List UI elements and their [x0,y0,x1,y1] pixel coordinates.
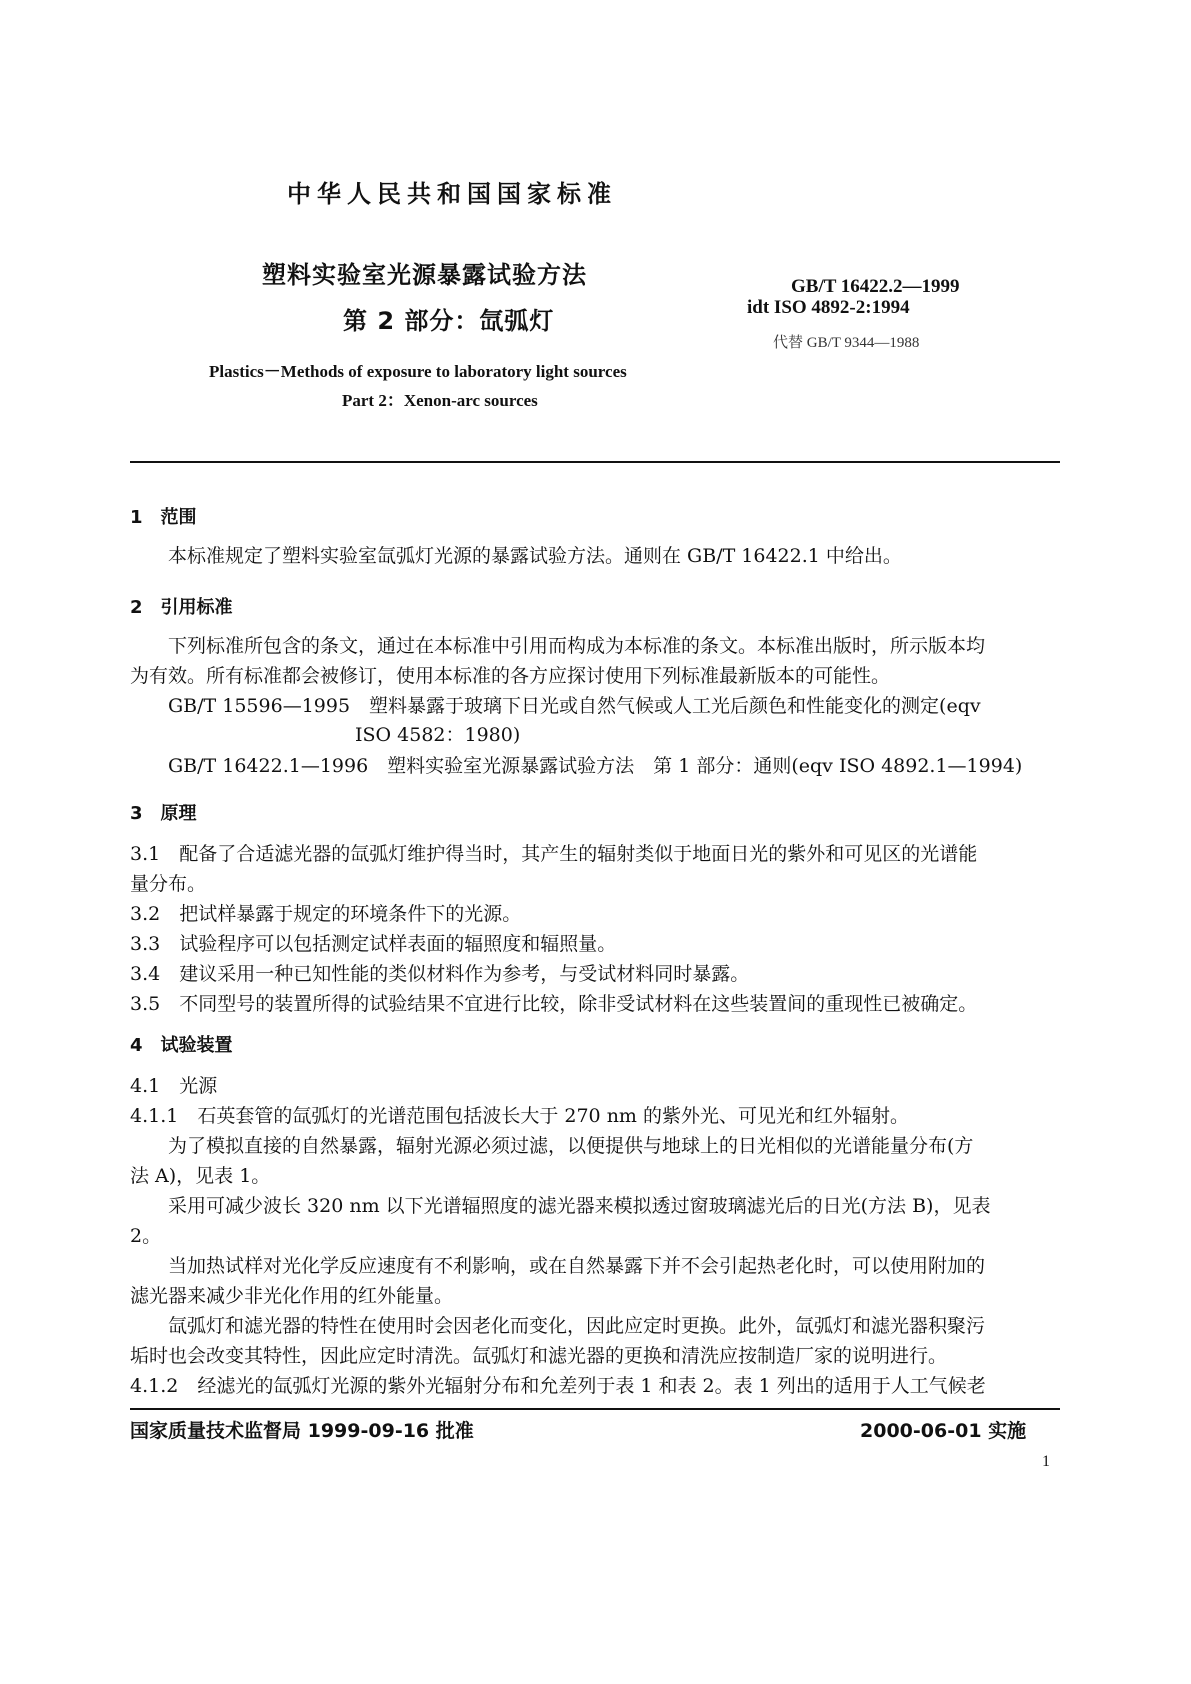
approval-date: 国家质量技术监督局 1999-09-16 批准 [130,1420,474,1442]
scope-paragraph: 本标准规定了塑料实验室氙弧灯光源的暴露试验方法。通则在 GB/T 16422.1 中给出。 [168,545,902,567]
clause-3-2: 3.2 把试样暴露于规定的环境条件下的光源。 [130,903,522,925]
title-cn-line1: 塑料实验室光源暴露试验方法 [262,261,587,289]
infrared-filter-paragraph-continued: 滤光器来减少非光化作用的红外能量。 [130,1285,454,1307]
lamp-maintenance-paragraph-continued: 垢时也会改变其特性，因此应定时清洗。氙弧灯和滤光器的更换和清洗应按制造厂家的说明进行。 [130,1345,948,1367]
reference-item-gbt15596: GB/T 15596—1995 塑料暴露于玻璃下日光或自然气候或人工光后颜色和性能变化的测定(eqv [168,695,981,717]
replaces-standard: 代替 GB/T 9344—1988 [773,335,920,351]
footer-rule [130,1408,1060,1410]
reference-item-gbt15596-continued: ISO 4582：1980) [355,724,521,746]
implementation-date: 2000-06-01 实施 [860,1420,1027,1442]
section-heading-normative-references: 2 引用标准 [130,597,233,618]
method-b-paragraph-continued: 2。 [130,1225,162,1247]
std-number: GB/T 16422.2—1999 [791,276,960,297]
national-standard-title: 中华人民共和国国家标准 [287,180,617,208]
page-number: 1 [1042,1453,1050,1470]
header-rule [130,461,1060,463]
title-en-line2: Part 2：Xenon-arc sources [342,391,538,410]
clause-4-1-1: 4.1.1 石英套管的氙弧灯的光谱范围包括波长大于 270 nm 的紫外光、可见光和红外辐射。 [130,1105,909,1127]
clause-4-1: 4.1 光源 [130,1075,218,1097]
lamp-maintenance-paragraph: 氙弧灯和滤光器的特性在使用时会因老化而变化，因此应定时更换。此外，氙弧灯和滤光器积聚污 [168,1315,986,1337]
clause-3-1-continued: 量分布。 [130,873,207,895]
section-heading-principle: 3 原理 [130,803,197,824]
reference-item-gbt16422-1: GB/T 16422.1—1996 塑料实验室光源暴露试验方法 第 1 部分：通则(eqv ISO 4892.1—1994) [168,755,1023,777]
title-cn-line2: 第 2 部分：氙弧灯 [343,307,555,335]
section-heading-scope: 1 范围 [130,507,197,528]
idt-reference: idt ISO 4892-2:1994 [747,297,910,318]
method-a-paragraph: 为了模拟直接的自然暴露，辐射光源必须过滤，以便提供与地球上的日光相似的光谱能量分布(方 [168,1135,974,1157]
method-b-paragraph: 采用可减少波长 320 nm 以下光谱辐照度的滤光器来模拟透过窗玻璃滤光后的日光(方法 B)，见表 [168,1195,991,1217]
clause-3-3: 3.3 试验程序可以包括测定试样表面的辐照度和辐照量。 [130,933,617,955]
title-en-line1: Plastics－Methods of exposure to laboratory light sources [209,362,627,381]
references-paragraph-line: 为有效。所有标准都会被修订，使用本标准的各方应探讨使用下列标准最新版本的可能性。 [130,665,891,687]
clause-3-5: 3.5 不同型号的装置所得的试验结果不宜进行比较，除非受试材料在这些装置间的重现性已被确定。 [130,993,978,1015]
clause-3-4: 3.4 建议采用一种已知性能的类似材料作为参考，与受试材料同时暴露。 [130,963,750,985]
method-a-paragraph-continued: 法 A)，见表 1。 [130,1165,271,1187]
infrared-filter-paragraph: 当加热试样对光化学反应速度有不利影响，或在自然暴露下并不会引起热老化时，可以使用附加的 [168,1255,986,1277]
clause-4-1-2: 4.1.2 经滤光的氙弧灯光源的紫外光辐射分布和允差列于表 1 和表 2。表 1 列出的适用于人工气候老 [130,1375,986,1397]
clause-3-1: 3.1 配备了合适滤光器的氙弧灯维护得当时，其产生的辐射类似于地面日光的紫外和可见区的光谱能 [130,843,978,865]
section-heading-apparatus: 4 试验装置 [130,1035,233,1056]
references-paragraph-line: 下列标准所包含的条文，通过在本标准中引用而构成为本标准的条文。本标准出版时，所示版本均 [168,635,986,657]
